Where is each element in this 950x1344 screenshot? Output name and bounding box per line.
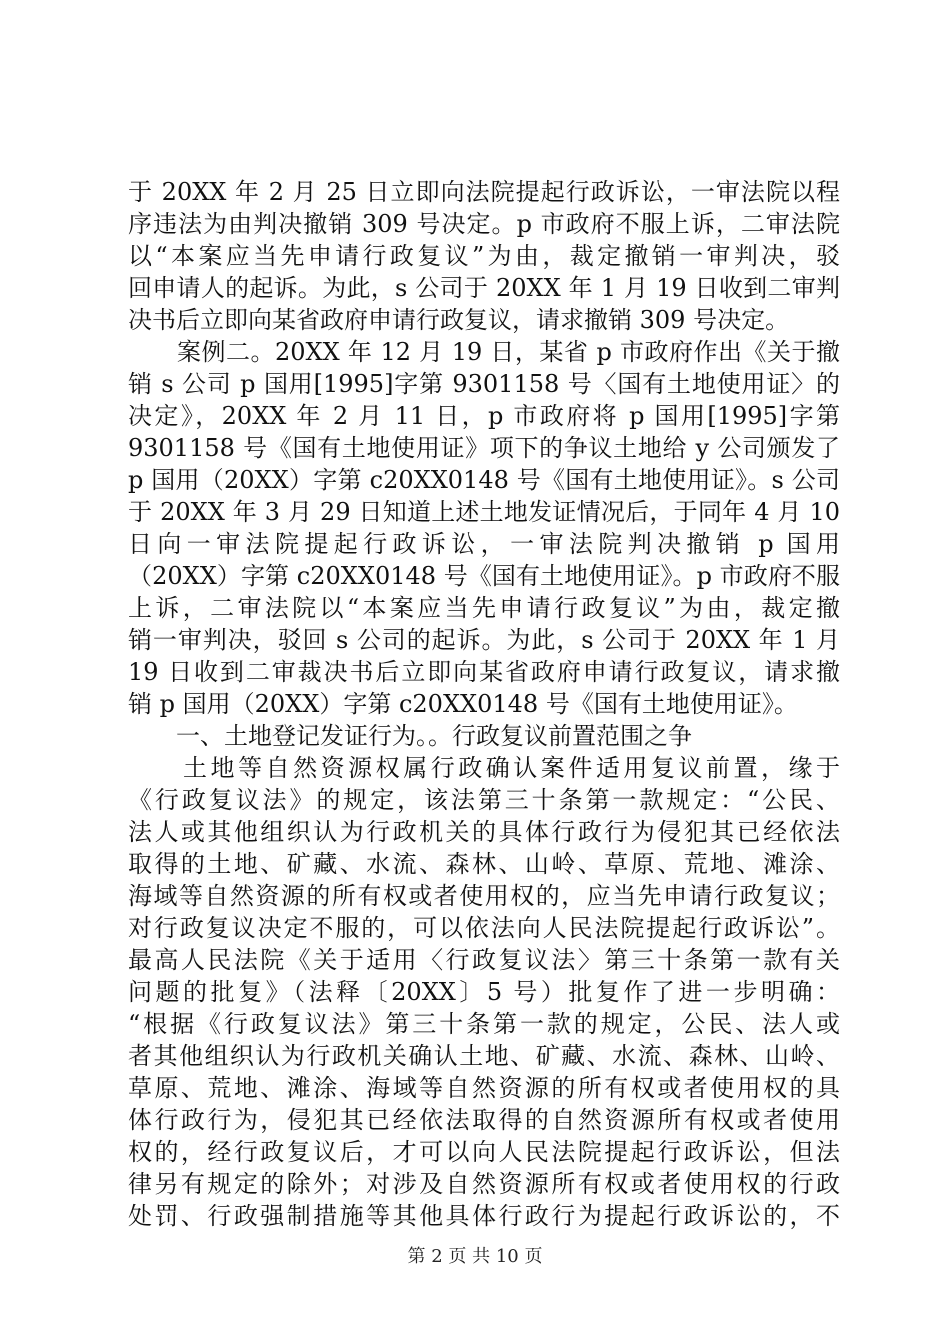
section-heading: 一、土地登记发证行为。。行政复议前置范围之争 <box>128 722 692 750</box>
body-line: 法人或其他组织认为行政机关的具体行政行为侵犯其已经依法 <box>128 818 840 846</box>
body-line: 对行政复议决定不服的，可以依法向人民法院提起行政诉讼”。 <box>128 914 840 942</box>
body-line: （20XX）字第 c20XX0148 号《国有土地使用证》。p 市政府不服 <box>128 562 840 590</box>
body-line: 销一审判决，驳回 s 公司的起诉。为此，s 公司于 20XX 年 1 月 <box>128 626 840 654</box>
body-line: 取得的土地、矿藏、水流、森林、山岭、草原、荒地、滩涂、 <box>128 850 840 878</box>
body-line: 19 日收到二审裁决书后立即向某省政府申请行政复议，请求撤 <box>128 658 840 686</box>
document-body <box>128 176 840 1232</box>
body-line: 土地等自然资源权属行政确认案件适用复议前置，缘于 <box>128 754 840 782</box>
body-line: 9301158 号《国有土地使用证》项下的争议土地给 y 公司颁发了 <box>128 434 840 462</box>
page-footer <box>0 1245 950 1269</box>
body-line: 回申请人的起诉。为此，s 公司于 20XX 年 1 月 19 日收到二审判 <box>128 274 840 302</box>
body-line: 案例二。20XX 年 12 月 19 日，某省 p 市政府作出《关于撤 <box>128 338 840 366</box>
body-line: 销 s 公司 p 国用[1995]字第 9301158 号〈国有土地使用证〉的 <box>128 370 840 398</box>
body-line: 律另有规定的除外；对涉及自然资源所有权或者使用权的行政 <box>128 1170 840 1198</box>
body-line: 《行政复议法》的规定，该法第三十条第一款规定：“公民、 <box>128 786 840 814</box>
body-line: 决定》，20XX 年 2 月 11 日，p 市政府将 p 国用[1995]字第 <box>128 402 840 430</box>
body-line: 最高人民法院《关于适用〈行政复议法〉第三十条第一款有关 <box>128 946 840 974</box>
body-line: 体行政行为，侵犯其已经依法取得的自然资源所有权或者使用 <box>128 1106 840 1134</box>
body-line: 海域等自然资源的所有权或者使用权的，应当先申请行政复议； <box>128 882 840 910</box>
body-line: 以“本案应当先申请行政复议”为由，裁定撤销一审判决，驳 <box>128 242 840 270</box>
body-line: 上诉，二审法院以“本案应当先申请行政复议”为由，裁定撤 <box>128 594 840 622</box>
body-line: 序违法为由判决撤销 309 号决定。p 市政府不服上诉，二审法院 <box>128 210 840 238</box>
body-line: p 国用（20XX）字第 c20XX0148 号《国有土地使用证》。s 公司 <box>128 466 840 494</box>
body-line: 于 20XX 年 2 月 25 日立即向法院提起行政诉讼，一审法院以程 <box>128 178 840 206</box>
body-line: 权的，经行政复议后，才可以向人民法院提起行政诉讼，但法 <box>128 1138 840 1166</box>
body-line: 草原、荒地、滩涂、海域等自然资源的所有权或者使用权的具 <box>128 1074 840 1102</box>
page-number-label: 第 2 页 共 10 页 <box>407 1246 543 1267</box>
body-line: “根据《行政复议法》第三十条第一款的规定，公民、法人或 <box>128 1010 840 1038</box>
body-line: 日向一审法院提起行政诉讼，一审法院判决撤销 p 国用 <box>128 530 840 558</box>
body-line: 销 p 国用（20XX）字第 c20XX0148 号《国有土地使用证》。 <box>128 690 798 718</box>
body-line: 处罚、行政强制措施等其他具体行政行为提起行政诉讼的，不 <box>128 1202 840 1230</box>
body-line: 于 20XX 年 3 月 29 日知道上述土地发证情况后，于同年 4 月 10 <box>128 498 840 526</box>
body-line: 问题的批复》（法释〔20XX〕5 号）批复作了进一步明确： <box>128 978 840 1006</box>
body-line: 者其他组织认为行政机关确认土地、矿藏、水流、森林、山岭、 <box>128 1042 840 1070</box>
body-line: 决书后立即向某省政府申请行政复议，请求撤销 309 号决定。 <box>128 306 790 334</box>
